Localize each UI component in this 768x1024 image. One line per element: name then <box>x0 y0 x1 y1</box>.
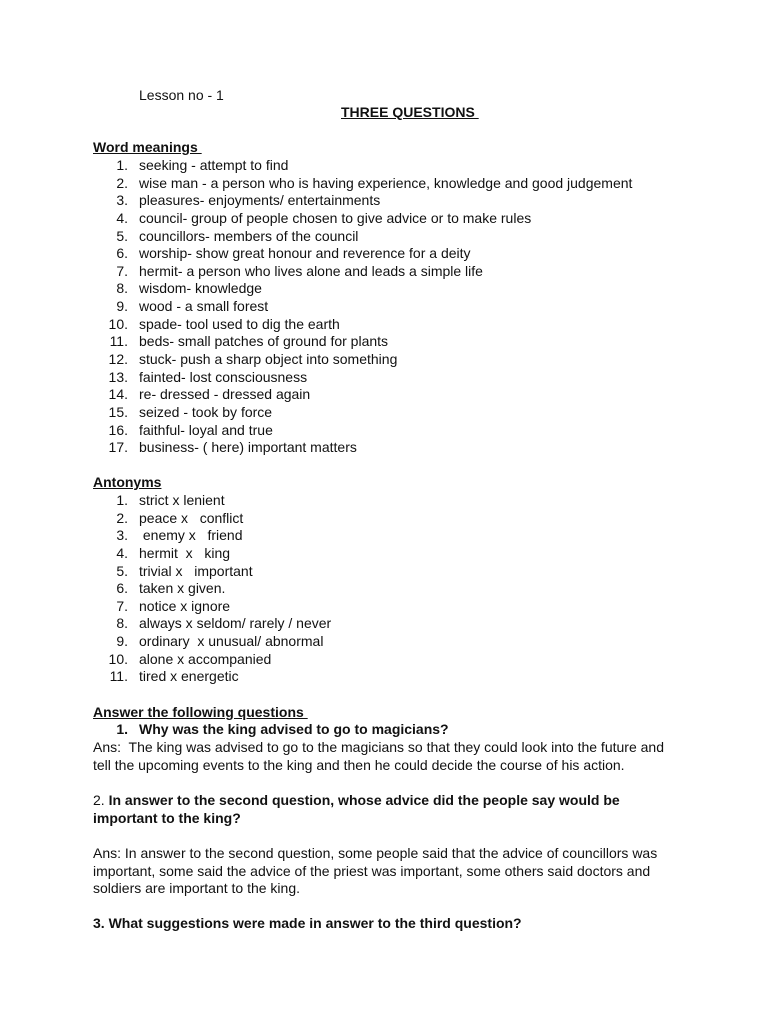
item-number: 10. <box>108 316 128 332</box>
question-text: important to the king? <box>93 810 241 826</box>
item-text: enemy x friend <box>139 527 243 543</box>
item-number: 11. <box>109 668 128 684</box>
document-title: THREE QUESTIONS <box>341 104 479 120</box>
item-number: 8. <box>116 280 128 296</box>
answer-line: Ans: The king was advised to go to the magicians so that they could look into the future and <box>93 739 664 755</box>
item-text: peace x conflict <box>139 510 244 526</box>
item-text: beds- small patches of ground for plants <box>139 333 389 349</box>
item-number: 10. <box>108 651 128 667</box>
item-number: 3. <box>116 527 128 543</box>
item-text: wisdom- knowledge <box>139 280 262 296</box>
item-number: 4. <box>116 545 128 561</box>
item-text: notice x ignore <box>139 598 231 614</box>
item-text: fainted- lost consciousness <box>139 369 308 385</box>
item-number: 17. <box>108 439 128 455</box>
item-text: councillors- members of the council <box>139 228 359 244</box>
item-text: tired x energetic <box>139 668 239 684</box>
question-number: 1. <box>116 721 128 737</box>
item-text: council- group of people chosen to give advice or to make rules <box>139 210 532 226</box>
question-3: 3. What suggestions were made in answer to the third question? <box>93 915 522 931</box>
item-number: 11. <box>109 333 128 349</box>
item-text: wise man - a person who is having experience, knowledge and good judgement <box>139 175 633 191</box>
questions-heading: Answer the following questions <box>93 704 308 720</box>
item-number: 9. <box>116 633 128 649</box>
answer-line: tell the upcoming events to the king and then he could decide the course of his action. <box>93 757 625 773</box>
item-number: 7. <box>116 598 128 614</box>
item-text: re- dressed - dressed again <box>139 386 311 402</box>
item-text: pleasures- enjoyments/ entertainments <box>139 192 381 208</box>
item-number: 9. <box>116 298 128 314</box>
item-number: 2. <box>116 510 128 526</box>
lesson-label: Lesson no - 1 <box>139 87 224 103</box>
question-text: Why was the king advised to go to magicians? <box>139 721 449 737</box>
item-text: ordinary x unusual/ abnormal <box>139 633 324 649</box>
answer-line: Ans: In answer to the second question, some people said that the advice of councillors was <box>93 845 658 861</box>
item-text: faithful- loyal and true <box>139 422 273 438</box>
item-number: 1. <box>116 157 128 173</box>
item-text: always x seldom/ rarely / never <box>139 615 332 631</box>
item-text: spade- tool used to dig the earth <box>139 316 340 332</box>
item-text: business- ( here) important matters <box>139 439 357 455</box>
item-text: stuck- push a sharp object into something <box>139 351 398 367</box>
item-number: 16. <box>108 422 128 438</box>
item-text: seeking - attempt to find <box>139 157 289 173</box>
item-number: 15. <box>108 404 128 420</box>
item-number: 7. <box>116 263 128 279</box>
item-number: 4. <box>116 210 128 226</box>
item-number: 1. <box>116 492 128 508</box>
item-text: seized - took by force <box>139 404 273 420</box>
item-text: hermit- a person who lives alone and leads a simple life <box>139 263 483 279</box>
item-text: wood - a small forest <box>139 298 269 314</box>
item-text: trivial x important <box>139 563 253 579</box>
item-number: 6. <box>116 580 128 596</box>
question-text: In answer to the second question, whose advice did the people say would be <box>108 792 620 808</box>
answer-line: important, some said the advice of the priest was important, some others said doctors and <box>93 863 651 879</box>
item-number: 13. <box>108 369 128 385</box>
item-text: taken x given. <box>139 580 226 596</box>
item-text: worship- show great honour and reverence for a deity <box>139 245 471 261</box>
item-number: 14. <box>108 386 128 402</box>
item-number: 6. <box>116 245 128 261</box>
item-number: 3. <box>116 192 128 208</box>
item-text: alone x accompanied <box>139 651 272 667</box>
item-number: 2. <box>116 175 128 191</box>
item-text: hermit x king <box>139 545 231 561</box>
item-number: 12. <box>108 351 128 367</box>
item-number: 5. <box>116 563 128 579</box>
question-number: 2. <box>93 792 109 808</box>
word-meanings-heading: Word meanings <box>93 139 202 155</box>
antonyms-heading: Antonyms <box>93 474 162 490</box>
item-number: 5. <box>116 228 128 244</box>
item-text: strict x lenient <box>139 492 225 508</box>
item-number: 8. <box>116 615 128 631</box>
answer-line: soldiers are important to the king. <box>93 880 300 896</box>
